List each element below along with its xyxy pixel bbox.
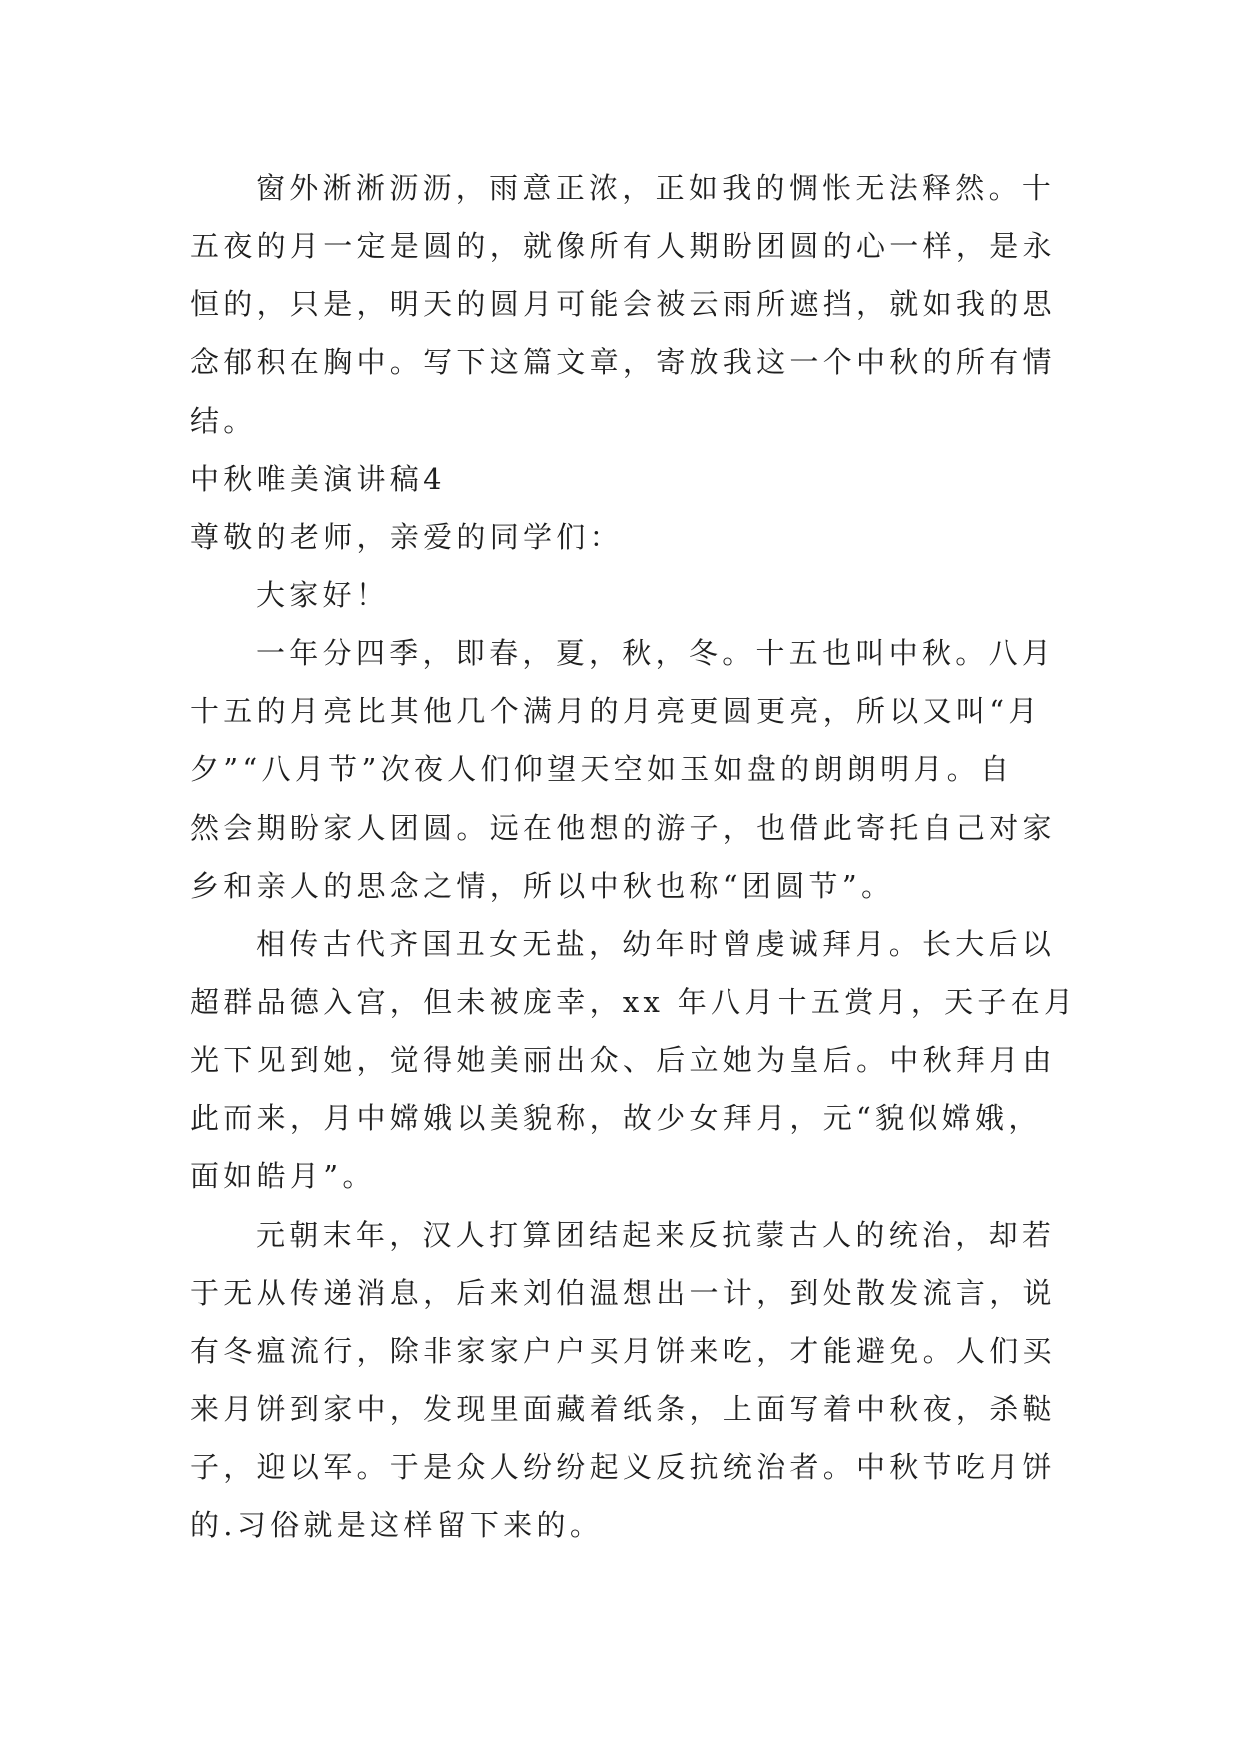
text-line: 光下见到她，觉得她美丽出众、后立她为皇后。中秋拜月由 xyxy=(190,1043,1056,1078)
salutation: 尊敬的老师，亲爱的同学们： xyxy=(190,519,623,554)
text-line: 乡和亲人的思念之情，所以中秋也称“团圆节”。 xyxy=(190,868,895,903)
text-line: 十五的月亮比其他几个满月的月亮更圆更亮，所以又叫“月 xyxy=(190,694,1042,729)
text-line: 窗外淅淅沥沥，雨意正浓，正如我的惆怅无法释然。十 xyxy=(256,171,1056,205)
text-line: 相传古代齐国丑女无盐，幼年时曾虔诚拜月。长大后以 xyxy=(256,926,1056,961)
text-line: 念郁积在胸中。写下这篇文章，寄放我这一个中秋的所有情 xyxy=(190,345,1056,380)
section-title: 中秋唯美演讲稿4 xyxy=(190,461,446,496)
paragraph xyxy=(190,1206,1090,1555)
greeting: 大家好！ xyxy=(256,577,390,612)
text-line: 的.习俗就是这样留下来的。 xyxy=(190,1508,604,1543)
text-line: 面如皓月”。 xyxy=(190,1159,376,1194)
text-line: 有冬瘟流行，除非家家户户买月饼来吃，才能避免。人们买 xyxy=(190,1333,1056,1368)
text-line: 恒的，只是，明天的圆月可能会被云雨所遮挡，就如我的思 xyxy=(190,287,1056,322)
paragraph xyxy=(190,915,1090,1206)
document-page xyxy=(190,159,1090,1554)
text-line: 然会期盼家人团圆。远在他想的游子，也借此寄托自己对家 xyxy=(190,810,1056,845)
text-line: 元朝末年，汉人打算团结起来反抗蒙古人的统治，却若 xyxy=(256,1217,1056,1252)
text-line: 五夜的月一定是圆的，就像所有人期盼团圆的心一样，是永 xyxy=(190,229,1056,264)
prev-paragraph xyxy=(190,159,1090,450)
text-line: 超群品德入宫，但未被庞幸，xx 年八月十五赏月，天子在月 xyxy=(190,984,1078,1019)
text-line: 此而来，月中嫦娥以美貌称，故少女拜月，元“貌似嫦娥， xyxy=(190,1101,1042,1136)
text-line: 一年分四季，即春，夏，秋，冬。十五也叫中秋。八月 xyxy=(256,636,1056,671)
text-line: 来月饼到家中，发现里面藏着纸条，上面写着中秋夜，杀鞑 xyxy=(190,1391,1056,1426)
text-line: 夕”“八月节”次夜人们仰望天空如玉如盘的朗朗明月。自 xyxy=(190,752,1014,787)
paragraph xyxy=(190,624,1090,915)
text-line: 结。 xyxy=(190,403,257,438)
text-line: 子，迎以军。于是众人纷纷起义反抗统治者。中秋节吃月饼 xyxy=(190,1450,1056,1485)
text-line: 于无从传递消息，后来刘伯温想出一计，到处散发流言，说 xyxy=(190,1275,1056,1310)
